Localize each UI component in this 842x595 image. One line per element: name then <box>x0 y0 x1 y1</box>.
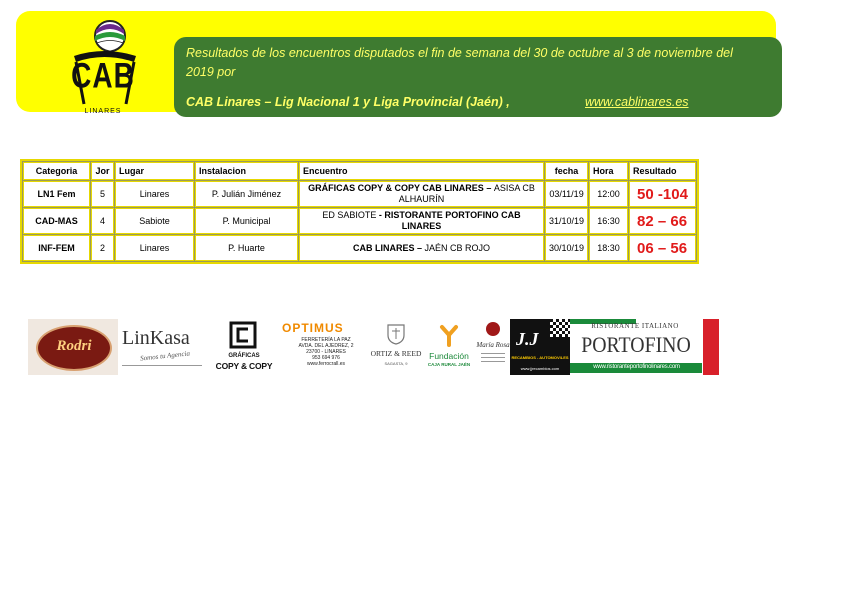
cell-fecha: 30/10/19 <box>545 235 589 262</box>
cell-hora: 12:00 <box>589 181 629 208</box>
away-team: JAÉN CB ROJO <box>424 242 491 253</box>
optimus-line-3: 23700 - LINARES <box>306 349 346 355</box>
cell-encuentro <box>299 181 545 208</box>
table-header-row <box>23 162 697 181</box>
cell-hora: 16:30 <box>589 208 629 235</box>
ortiz-reed-crest-icon <box>386 323 406 345</box>
cell-categoria: INF-FEM <box>23 235 91 262</box>
sponsor-rodri <box>28 319 118 375</box>
sponsor-copy-copy <box>210 319 278 375</box>
sponsor-linkasa <box>118 319 210 375</box>
header-line-2: 2019 por <box>186 65 236 79</box>
col-header-instalacion: Instalacion <box>195 162 299 181</box>
optimus-line-1: FERRETERÍA LA PAZ <box>301 337 351 343</box>
sponsor-portofino <box>570 319 719 375</box>
cell-resultado: 82 – 66 <box>629 208 697 235</box>
portofino-top: RISTORANTE ITALIANO <box>591 322 679 330</box>
logo-text: CAB <box>71 56 135 95</box>
results-table <box>22 161 697 262</box>
fundacion-leaf-icon <box>438 323 460 347</box>
optimus-logo-text: OPTIMUS <box>282 321 344 335</box>
jj-url: www.jjrecambios.com <box>520 366 560 371</box>
sponsor-fundacion <box>422 319 476 375</box>
col-header-hora: Hora <box>589 162 629 181</box>
team-separator: - <box>376 210 385 220</box>
cell-encuentro <box>299 235 545 262</box>
optimus-line-5: www.ferrocrall.es <box>306 361 346 367</box>
sponsor-banner <box>28 319 729 375</box>
home-team: ED SABIOTE <box>322 210 377 220</box>
cell-encuentro <box>299 208 545 235</box>
cell-instalacion: P. Julián Jiménez <box>195 181 299 208</box>
portofino-url: www.ristoranteportofinolinares.com <box>593 364 680 370</box>
cell-hora: 18:30 <box>589 235 629 262</box>
col-header-jor: Jor <box>91 162 115 181</box>
table-row <box>23 235 697 262</box>
col-header-categoria: Categoria <box>23 162 91 181</box>
cell-lugar: Sabiote <box>115 208 195 235</box>
header-intro <box>186 44 766 82</box>
cell-categoria: CAD-MAS <box>23 208 91 235</box>
copy-brand: GRÁFICAS <box>228 353 260 359</box>
cell-jor: 2 <box>91 235 115 262</box>
maria-rosa-text: María Rosa <box>476 341 510 349</box>
away-team: RISTORANTE PORTOFINO CAB LINARES <box>384 210 521 231</box>
sponsor-jj-recambios <box>510 319 570 375</box>
checkered-flag-icon <box>550 319 570 337</box>
linkasa-logo-text: LinKasa <box>122 327 190 349</box>
cell-fecha: 31/10/19 <box>545 208 589 235</box>
rodri-logo-text: Rodri <box>56 338 92 354</box>
cell-fecha: 03/11/19 <box>545 181 589 208</box>
cell-lugar: Linares <box>115 181 195 208</box>
cell-lugar: Linares <box>115 235 195 262</box>
cell-instalacion: P. Huarte <box>195 235 299 262</box>
cell-categoria: LN1 Fem <box>23 181 91 208</box>
copy-name: COPY & COPY <box>215 361 273 371</box>
maria-rosa-emblem-icon <box>486 322 500 336</box>
table-row <box>23 208 697 235</box>
ortiz-reed-text: ORTIZ & REED <box>370 349 422 358</box>
fundacion-sub: CAJA RURAL JAÉN <box>427 362 471 367</box>
table-row <box>23 181 697 208</box>
optimus-line-2: AVDA. DEL AJEDREZ, 2 <box>298 343 354 349</box>
col-header-resultado: Resultado <box>629 162 697 181</box>
team-separator: – <box>414 242 425 253</box>
col-header-encuentro: Encuentro <box>299 162 545 181</box>
cell-resultado: 06 – 56 <box>629 235 697 262</box>
header-line-1: Resultados de los encuentros disputados el fin de semana del 30 de octubre al 3 de noviembre del <box>186 46 733 60</box>
linkasa-tagline: Somos tu Agencia <box>139 349 191 363</box>
cell-resultado: 50 -104 <box>629 181 697 208</box>
ortiz-reed-sub: SAGASTA, 9 <box>384 361 408 366</box>
col-header-fecha: fecha <box>545 162 589 181</box>
copy-copy-logo-icon <box>228 321 258 349</box>
cell-jor: 5 <box>91 181 115 208</box>
jj-logo-text: J.J <box>516 329 539 349</box>
col-header-lugar: Lugar <box>115 162 195 181</box>
website-link[interactable]: www.cablinares.es <box>585 95 689 109</box>
sponsor-optimus <box>278 319 370 375</box>
cell-jor: 4 <box>91 208 115 235</box>
sponsor-maria-rosa <box>476 319 510 375</box>
header-line-3: CAB Linares – Lig Nacional 1 y Liga Provincial (Jaén) , <box>186 95 510 109</box>
jj-sub: RECAMBIOS - AUTOMOVILES <box>511 355 569 360</box>
fundacion-text: Fundación <box>429 351 469 361</box>
portofino-logo-text: PORTOFINO <box>581 332 691 357</box>
home-team: GRÁFICAS COPY & COPY CAB LINARES <box>308 183 484 193</box>
logo-subtext: LINARES <box>84 108 122 115</box>
sponsor-ortiz-reed <box>370 319 422 375</box>
team-separator: – <box>483 183 494 193</box>
cell-instalacion: P. Municipal <box>195 208 299 235</box>
optimus-line-4: 953 694 976 <box>312 355 340 361</box>
away-team: ASISA CB ALHAURÍN <box>398 183 535 204</box>
home-team: CAB LINARES <box>352 242 415 253</box>
